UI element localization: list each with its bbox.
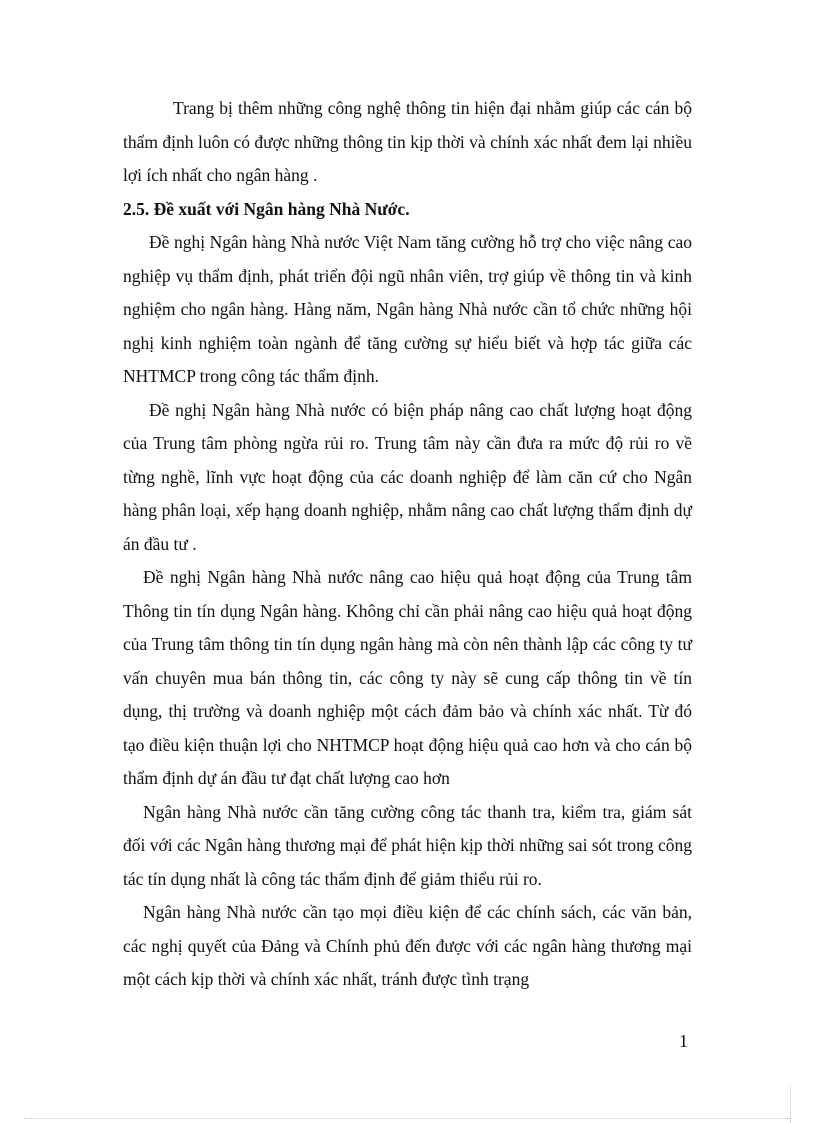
body-paragraph-4: Ngân hàng Nhà nước cần tăng cường công tác thanh tra, kiểm tra, giám sát đối với các Ngân hàng thương mại để phát hiện kịp thời những sai sót trong công tác tín dụng nhất là công tác thẩm định để giảm thiểu rủi ro. (123, 801, 692, 889)
body-paragraph-1: Đề nghị Ngân hàng Nhà nước Việt Nam tăng cường hỗ trợ cho việc nâng cao nghiệp vụ thẩm định, phát triển đội ngũ nhân viên, trợ giúp về thông tin và kinh nghiệm cho ngân hàng. Hàng năm, Ngân hàng Nhà nước cần tổ chức những hội nghị kinh nghiệm toàn ngành để tăng cường sự hiểu biết và hợp tác giữa các NHTMCP trong công tác thẩm định. (123, 232, 692, 386)
body-paragraph-2: Đề nghị Ngân hàng Nhà nước có biện pháp nâng cao chất lượng hoạt động của Trung tâm phòng ngừa rủi ro. Trung tâm này cần đưa ra mức độ rủi ro về từng nghề, lĩnh vực hoạt động của các doanh nghiệp để làm căn cứ cho Ngân hàng phân loại, xếp hạng doanh nghiệp, nhằm nâng cao chất lượng thẩm định dự án đầu tư . (123, 399, 692, 554)
section-heading: 2.5. Đề xuất với Ngân hàng Nhà Nước. (123, 198, 410, 219)
footer-divider (24, 1118, 792, 1119)
side-divider (790, 1086, 791, 1123)
document-page (123, 92, 692, 997)
intro-paragraph: Trang bị thêm những công nghệ thông tin hiện đại nhằm giúp các cán bộ thẩm định luôn có được những thông tin kịp thời và chính xác nhất đem lại nhiều lợi ích nhất cho ngân hàng . (123, 98, 692, 185)
body-paragraph-3: Đề nghị Ngân hàng Nhà nước nâng cao hiệu quả hoạt động của Trung tâm Thông tin tín dụng Ngân hàng. Không chỉ cần phải nâng cao hiệu quả hoạt động của Trung tâm thông tin tín dụng ngân hàng mà còn nên thành lập các công ty tư vấn chuyên mua bán thông tin, các công ty này sẽ cung cấp thông tin về tín dụng, thị trường và doanh nghiệp một cách đảm bảo và chính xác nhất. Từ đó tạo điều kiện thuận lợi cho NHTMCP hoạt động hiệu quả cao hơn và cho cán bộ thẩm định dự án đầu tư đạt chất lượng cao hơn (123, 567, 692, 788)
body-paragraph-5: Ngân hàng Nhà nước cần tạo mọi điều kiện để các chính sách, các văn bản, các nghị quyết của Đảng và Chính phủ đến được với các ngân hàng thương mại một cách kịp thời và chính xác nhất, tránh được tình trạng (123, 902, 692, 989)
page-number: 1 (679, 1031, 688, 1051)
